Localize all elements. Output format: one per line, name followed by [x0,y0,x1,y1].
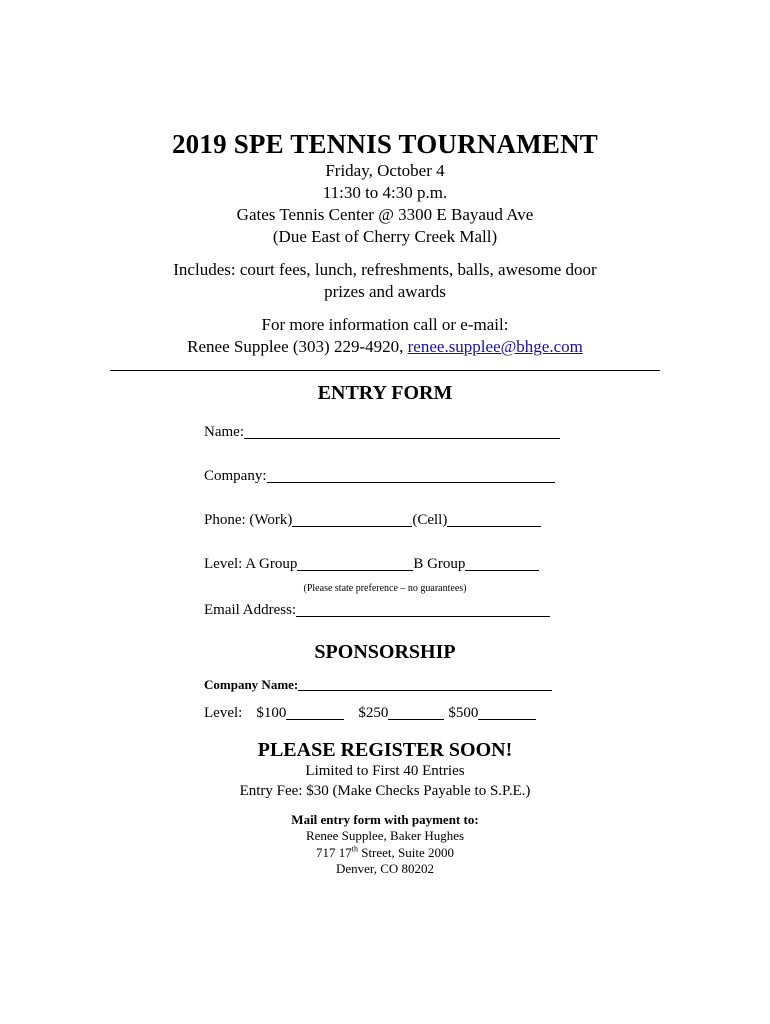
company-blank[interactable] [267,468,555,483]
info-prompt: For more information call or e-mail: [261,315,509,334]
sponsor-level-field[interactable] [204,705,536,722]
event-directions: (Due East of Cherry Creek Mall) [272,227,498,246]
phone-cell-blank[interactable] [447,512,541,527]
mail-street-number: 717 17 [315,845,352,860]
company-label: Company: [204,468,267,484]
includes-line-2: prizes and awards [324,282,446,301]
company-field[interactable] [204,468,555,485]
page-title: 2019 SPE TENNIS TOURNAMENT [171,129,599,159]
contact-text: Renee Supplee (303) 229-4920, [187,337,408,356]
phone-field[interactable] [204,512,541,529]
mail-heading: Mail entry form with payment to: [291,812,479,827]
event-date: Friday, October 4 [325,161,445,180]
tier-100-blank[interactable] [286,705,344,720]
name-label: Name: [204,424,244,440]
phone-work-blank[interactable] [292,512,412,527]
section-divider [110,370,660,371]
mail-city: Denver, CO 80202 [335,861,435,876]
sponsor-company-blank[interactable] [298,676,552,691]
sponsorship-heading: SPONSORSHIP [314,641,456,663]
includes-line-1: Includes: court fees, lunch, refreshments, balls, awesome door [173,260,597,279]
level-b-blank[interactable] [465,556,539,571]
sponsor-company-field[interactable] [204,676,552,693]
preference-note: (Please state preference – no guarantees) [303,583,467,594]
mail-name: Renee Supplee, Baker Hughes [305,828,465,843]
name-field[interactable] [204,424,560,441]
phone-work-label: Phone: (Work) [204,512,293,528]
email-blank[interactable] [296,602,550,617]
name-blank[interactable] [244,424,560,439]
level-b-label: B Group [413,556,466,572]
mail-street-suffix: th [351,844,358,854]
level-a-label: Level: A Group [204,556,298,572]
entry-form-heading: ENTRY FORM [317,382,453,404]
sponsor-tier-250: $250 [358,705,389,721]
entry-limit: Limited to First 40 Entries [305,763,465,779]
email-label: Email Address: [204,602,297,618]
tier-250-blank[interactable] [388,705,444,720]
level-a-blank[interactable] [297,556,413,571]
tier-500-blank[interactable] [478,705,536,720]
email-field[interactable] [204,602,550,619]
level-field[interactable] [204,556,539,573]
event-location: Gates Tennis Center @ 3300 E Bayaud Ave [236,205,534,224]
contact-line [0,337,770,357]
sponsor-tier-100: $100 [256,705,287,721]
entry-fee: Entry Fee: $30 (Make Checks Payable to S.P.E.) [239,783,531,799]
mail-street-rest: Street, Suite 2000 [357,845,455,860]
event-time: 11:30 to 4:30 p.m. [322,183,448,202]
sponsor-level-label: Level: [204,705,243,721]
mail-street [0,845,770,861]
sponsor-company-label: Company Name: [204,677,299,692]
sponsor-tier-500: $500 [448,705,479,721]
contact-email-link[interactable]: renee.supplee@bhge.com [407,337,583,356]
register-heading: PLEASE REGISTER SOON! [257,739,513,761]
phone-cell-label: (Cell) [412,512,448,528]
